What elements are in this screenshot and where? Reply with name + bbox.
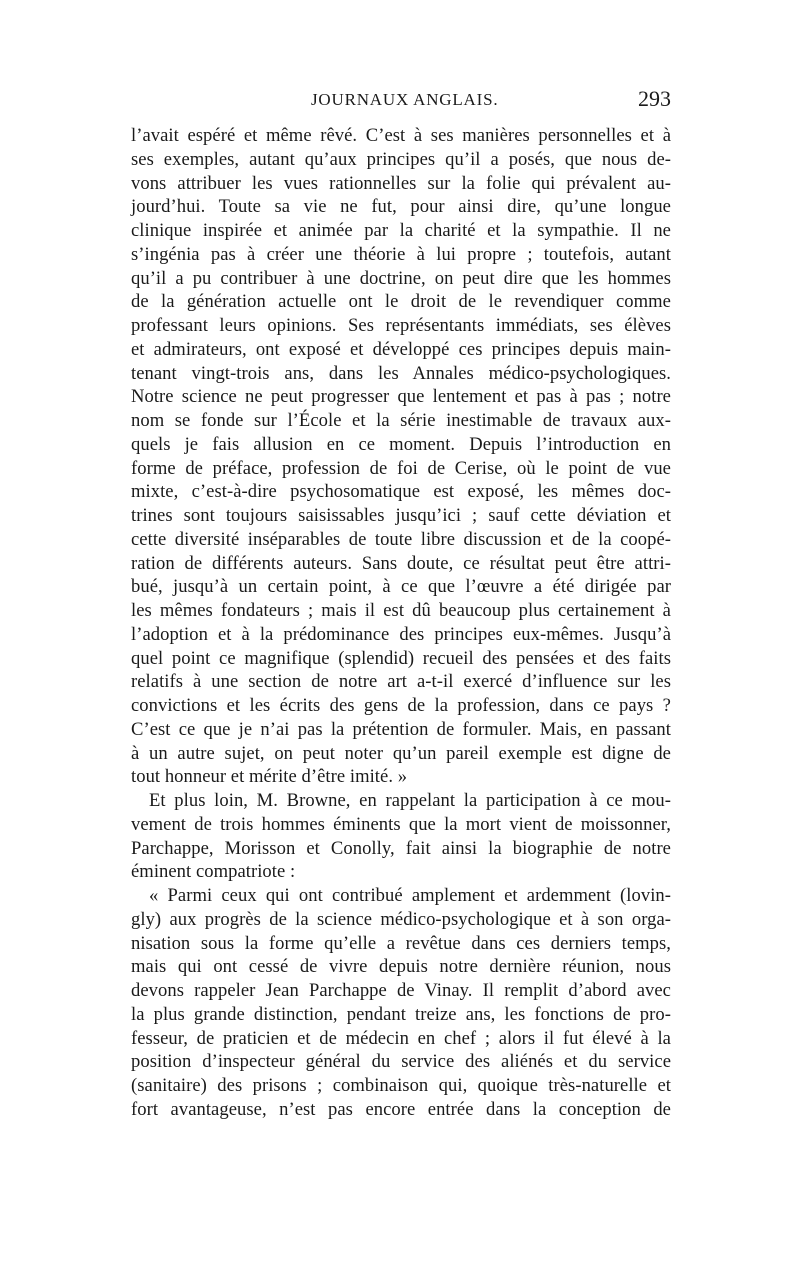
text-line: la plus grande distinction, pendant treize ans, les fonctions de pro- xyxy=(131,1003,671,1025)
text-line: nom se fonde sur l’École et la série inestimable de travaux aux- xyxy=(131,410,671,431)
text-line: vement de trois hommes éminents que la mort vient de moissonner, xyxy=(131,813,671,835)
text-line: Notre science ne peut progresser que lentement et pas à pas ; notre xyxy=(131,386,671,408)
text-line: l’avait espéré et même rêvé. C’est à ses manières personnelles et à xyxy=(131,125,671,146)
text-line: mixte, c’est-à-dire psychosomatique est exposé, les mêmes doc- xyxy=(131,481,671,503)
text-line: relatifs à une section de notre art a-t-il exercé d’influence sur les xyxy=(131,671,671,693)
body-text xyxy=(131,124,671,1122)
text-line: professant leurs opinions. Ses représentants immédiats, ses élèves xyxy=(131,315,671,336)
text-line: ration de différents auteurs. Sans doute, ce résultat peut être attri- xyxy=(131,552,671,574)
text-line: clinique inspirée et animée par la charité et la sympathie. Il ne xyxy=(131,220,671,241)
text-line: ses exemples, autant qu’aux principes qu’il a posés, que nous de- xyxy=(131,148,671,170)
text-line: gly) aux progrès de la science médico-psychologique et à son orga- xyxy=(131,908,671,930)
book-page xyxy=(131,88,671,1122)
text-line: bué, jusqu’à un certain point, à ce que l’œuvre a été dirigée par xyxy=(131,576,671,598)
text-line: vons attribuer les vues rationnelles sur la folie qui prévalent au- xyxy=(131,172,671,194)
text-line: nisation sous la forme qu’elle a revêtue dans ces derniers temps, xyxy=(131,932,671,954)
text-line: à un autre sujet, on peut noter qu’un pareil exemple est digne de xyxy=(131,742,671,764)
text-line: C’est ce que je n’ai pas la prétention de formuler. Mais, en passant xyxy=(131,718,671,740)
text-line: et admirateurs, ont exposé et développé ces principes depuis main- xyxy=(131,338,671,360)
text-line: « Parmi ceux qui ont contribué amplement et ardemment (lovin- xyxy=(149,885,671,906)
text-line: éminent compatriote : xyxy=(131,861,296,883)
text-line: (sanitaire) des prisons ; combinaison qui, quoique très-naturelle et xyxy=(131,1075,671,1096)
text-line: qu’il a pu contribuer à une doctrine, on peut dire que les hommes xyxy=(131,267,671,289)
text-line: fesseur, de praticien et de médecin en chef ; alors il fut élevé à la xyxy=(131,1027,671,1049)
page-number: 293 xyxy=(638,86,671,111)
text-line: fort avantageuse, n’est pas encore entrée dans la conception de xyxy=(131,1098,671,1120)
text-line: Parchappe, Morisson et Conolly, fait ainsi la biographie de notre xyxy=(131,837,671,859)
text-line: mais qui ont cessé de vivre depuis notre dernière réunion, nous xyxy=(131,956,671,978)
text-line: convictions et les écrits des gens de la profession, dans ce pays ? xyxy=(131,695,671,716)
text-line: tout honneur et mérite d’être imité. » xyxy=(131,766,408,788)
text-line: quels je fais allusion en ce moment. Depuis l’introduction en xyxy=(131,433,671,455)
text-line: Et plus loin, M. Browne, en rappelant la participation à ce mou- xyxy=(149,790,671,811)
text-line: de la génération actuelle ont le droit de le revendiquer comme xyxy=(131,291,671,313)
text-line: jourd’hui. Toute sa vie ne fut, pour ainsi dire, qu’une longue xyxy=(131,196,671,218)
text-line: cette diversité inséparables de toute libre discussion et de la coopé- xyxy=(131,528,671,550)
text-line: l’adoption et à la prédominance des principes eux-mêmes. Jusqu’à xyxy=(131,623,671,645)
text-line: devons rappeler Jean Parchappe de Vinay. Il remplit d’abord avec xyxy=(131,980,671,1001)
text-line: s’ingénia pas à créer une théorie à lui propre ; toutefois, autant xyxy=(131,243,671,265)
text-line: position d’inspecteur général du service des aliénés et du service xyxy=(131,1051,671,1073)
text-line: quel point ce magnifique (splendid) recueil des pensées et des faits xyxy=(131,647,671,669)
running-title: JOURNAUX ANGLAIS. xyxy=(311,90,499,109)
text-line: tenant vingt-trois ans, dans les Annales médico-psychologiques. xyxy=(131,362,671,384)
text-line: les mêmes fondateurs ; mais il est dû beaucoup plus certainement à xyxy=(131,600,671,621)
text-line: trines sont toujours saisissables jusqu’ici ; sauf cette déviation et xyxy=(131,505,671,526)
text-line: forme de préface, profession de foi de Cerise, où le point de vue xyxy=(131,457,671,479)
running-head xyxy=(131,88,671,118)
